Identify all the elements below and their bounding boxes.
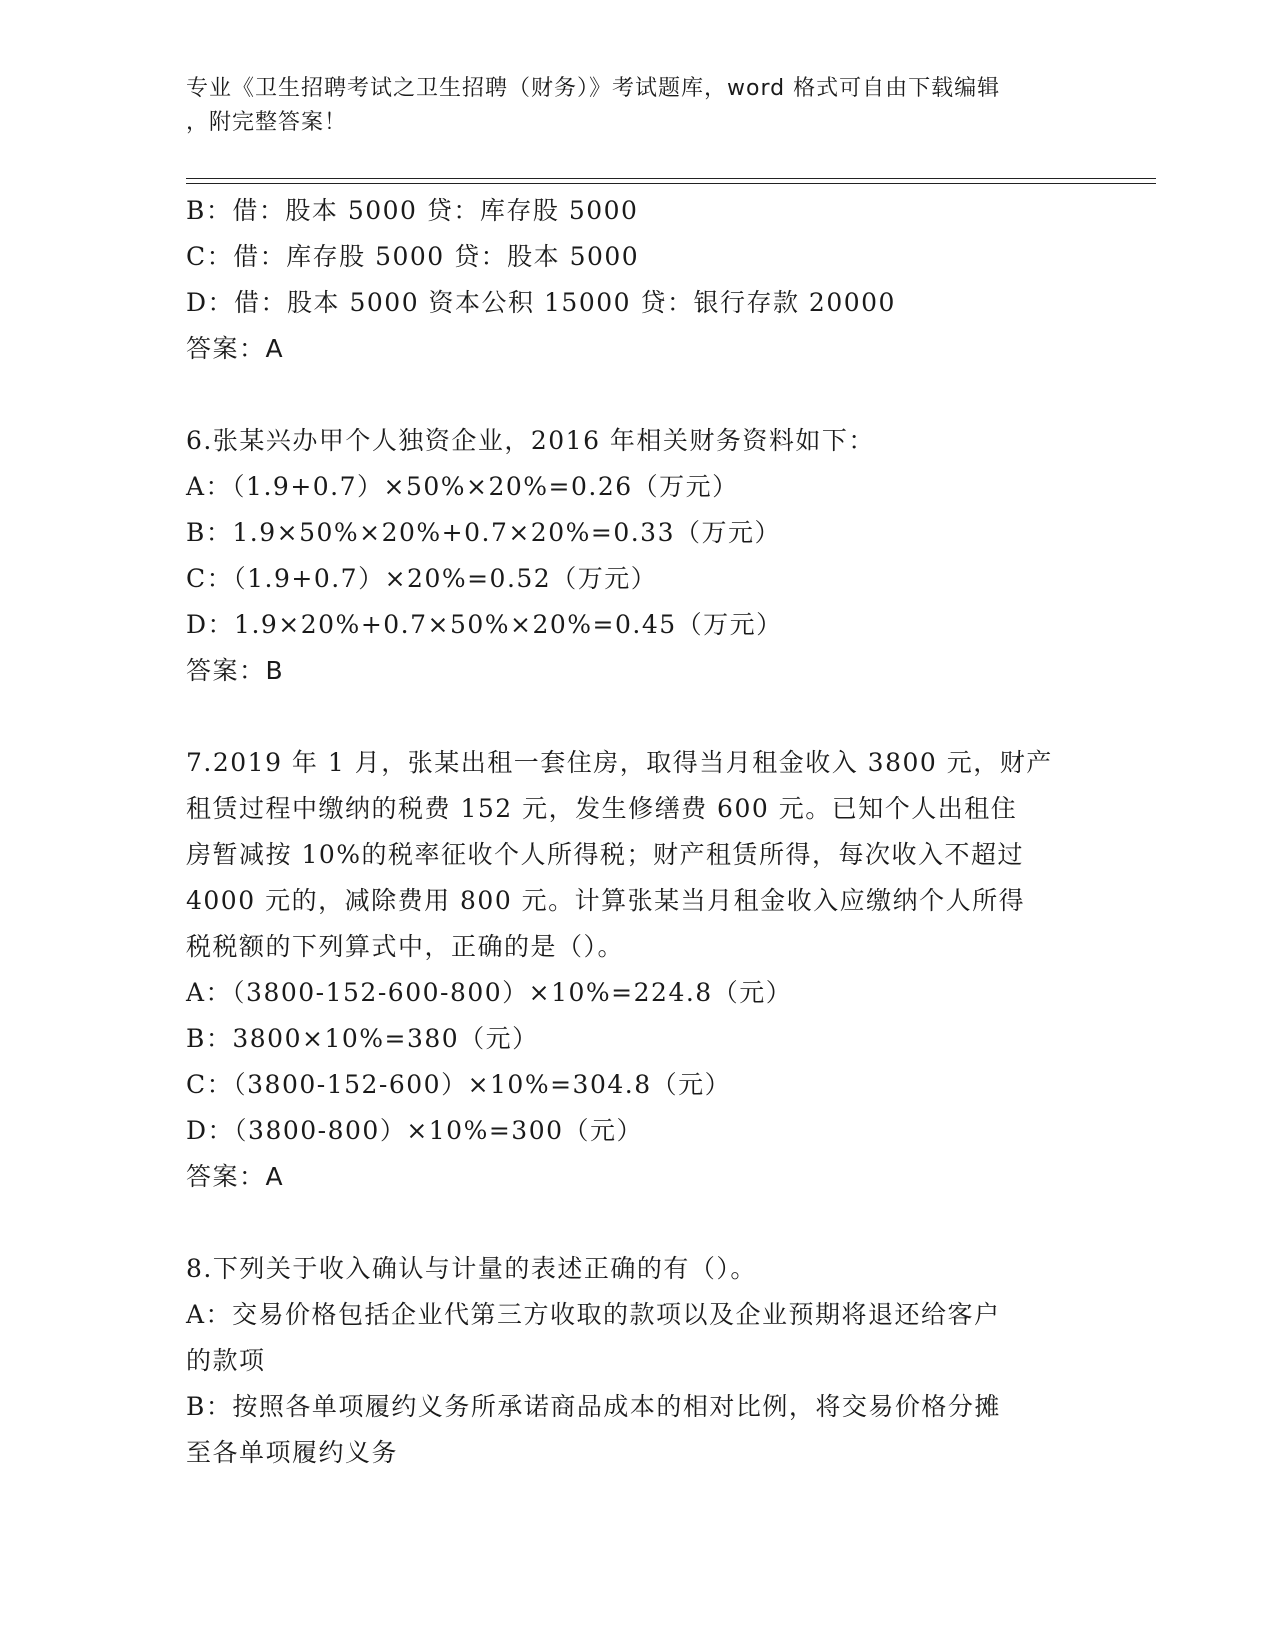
q7-answer: 答案：A: [186, 1162, 285, 1191]
spacer: [186, 372, 1086, 418]
q8-question: 8.下列关于收入确认与计量的表述正确的有（）。: [186, 1254, 757, 1283]
q5-option-b: B：借：股本 5000 贷：库存股 5000: [186, 196, 639, 225]
q8-option-a-line: 的款项: [186, 1346, 266, 1375]
q7-question-line: 7.2019 年 1 月，张某出租一套住房，取得当月租金收入 3800 元，财产: [186, 748, 1053, 777]
header-title-line1: 专业《卫生招聘考试之卫生招聘（财务）》考试题库，word 格式可自由下载编辑: [186, 76, 1001, 101]
q6-option-b: B：1.9×50%×20%+0.7×20%=0.33（万元）: [186, 518, 781, 547]
q7-option-a: A：（3800-152-600-800）×10%=224.8（元）: [186, 978, 793, 1007]
header-divider-bottom: [186, 183, 1156, 184]
question-7: [186, 740, 1086, 1200]
question-list: [186, 188, 1086, 1476]
question-8: [186, 1246, 1086, 1476]
q5-option-d: D：借：股本 5000 资本公积 15000 贷：银行存款 20000: [186, 288, 896, 317]
q5-option-c: C：借：库存股 5000 贷：股本 5000: [186, 242, 640, 271]
q8-option-b-line: B：按照各单项履约义务所承诺商品成本的相对比例，将交易价格分摊: [186, 1392, 1001, 1421]
question-5: [186, 188, 1086, 372]
header-title-line2: ，附完整答案！: [186, 110, 348, 135]
q5-answer: 答案：A: [186, 334, 285, 363]
q7-option-d: D：（3800-800）×10%=300（元）: [186, 1116, 644, 1145]
spacer: [186, 1200, 1086, 1246]
q8-option-a-line: A：交易价格包括企业代第三方收取的款项以及企业预期将退还给客户: [186, 1300, 1001, 1329]
document-header: [186, 72, 1066, 140]
q8-option-b-line: 至各单项履约义务: [186, 1438, 399, 1467]
q6-option-c: C：（1.9+0.7）×20%=0.52（万元）: [186, 564, 658, 593]
q7-option-b: B：3800×10%=380（元）: [186, 1024, 539, 1053]
q6-question: 6.张某兴办甲个人独资企业，2016 年相关财务资料如下：: [186, 426, 875, 455]
q7-question-line: 4000 元的，减除费用 800 元。计算张某当月租金收入应缴纳个人所得: [186, 886, 1026, 915]
q7-question-line: 租赁过程中缴纳的税费 152 元，发生修缮费 600 元。已知个人出租住: [186, 794, 1018, 823]
q7-question-line: 税税额的下列算式中，正确的是（）。: [186, 932, 625, 961]
question-6: [186, 418, 1086, 694]
q6-option-a: A：（1.9+0.7）×50%×20%=0.26（万元）: [186, 472, 739, 501]
q7-option-c: C：（3800-152-600）×10%=304.8（元）: [186, 1070, 732, 1099]
q6-answer: 答案：B: [186, 656, 285, 685]
header-divider-top: [186, 178, 1156, 179]
q6-option-d: D：1.9×20%+0.7×50%×20%=0.45（万元）: [186, 610, 783, 639]
spacer: [186, 694, 1086, 740]
q7-question-line: 房暂减按 10%的税率征收个人所得税；财产租赁所得，每次收入不超过: [186, 840, 1025, 869]
